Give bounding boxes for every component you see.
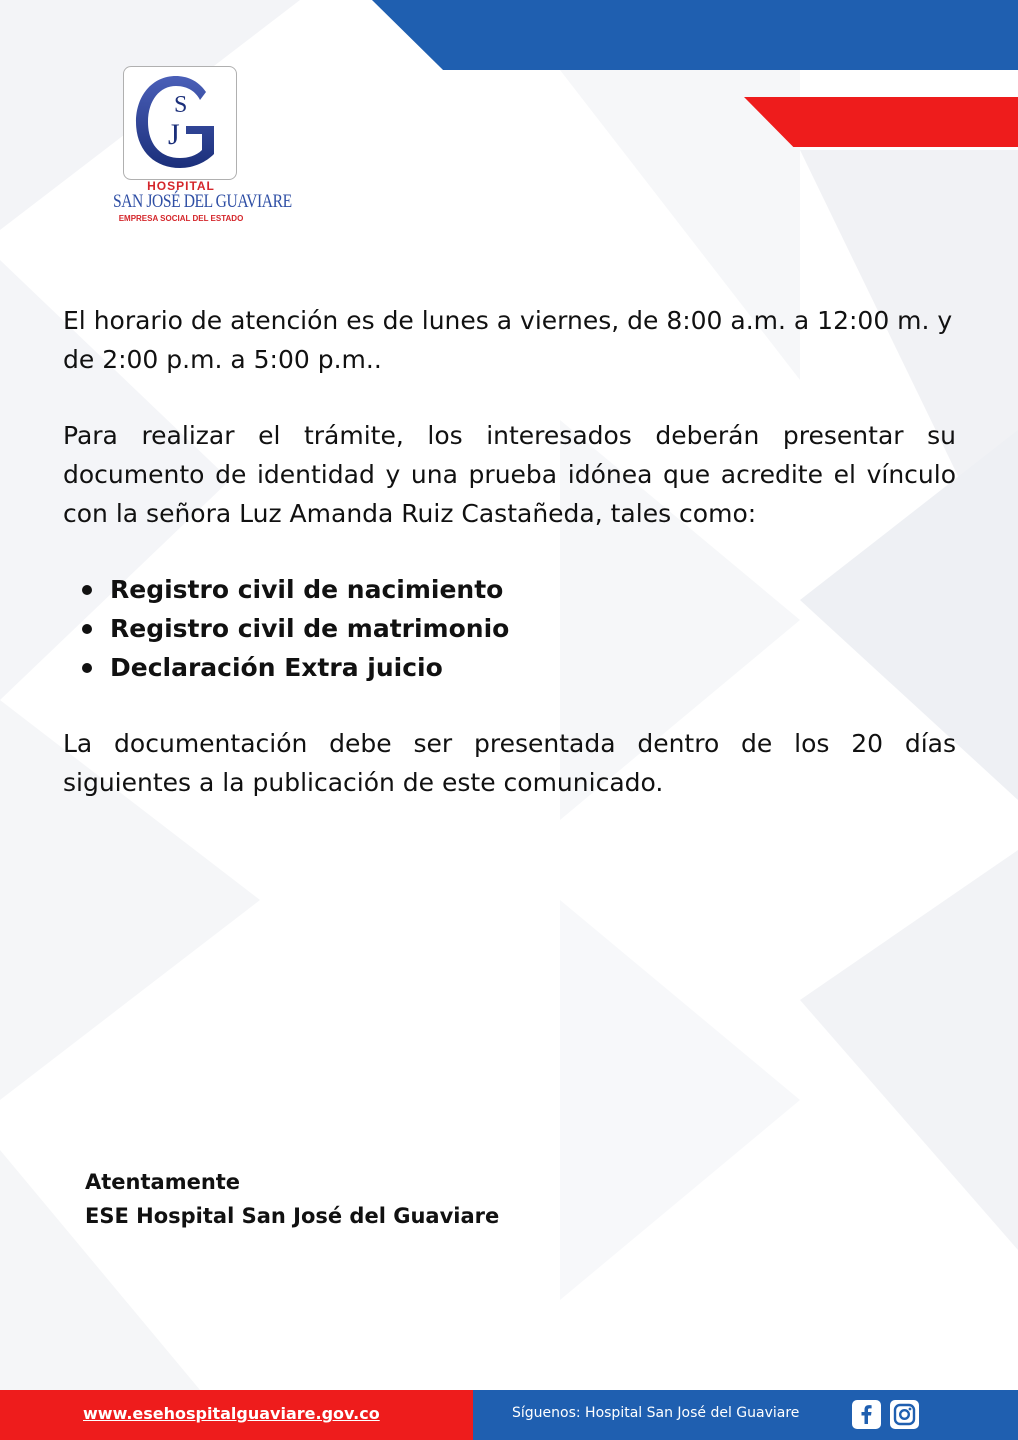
logo-monogram-j: J xyxy=(168,118,180,151)
deadline-paragraph: La documentación debe ser presentada dentro de los 20 días siguientes a la publicación de este comunicado. xyxy=(63,729,956,797)
website-link[interactable]: www.esehospitalguaviare.gov.co xyxy=(83,1404,380,1423)
logo-monogram xyxy=(128,70,232,174)
signature-closing: Atentamente xyxy=(85,1170,241,1194)
signature-entity: ESE Hospital San José del Guaviare xyxy=(85,1204,500,1228)
list-item: Declaración Extra juicio xyxy=(110,648,509,687)
facebook-icon[interactable] xyxy=(852,1400,881,1429)
follow-us-text: Síguenos: Hospital San José del Guaviare xyxy=(512,1405,800,1421)
office-hours-paragraph: El horario de atención es de lunes a viernes, de 8:00 a.m. a 12:00 m. y de 2:00 p.m. a 5:00 p.m.. xyxy=(63,306,953,374)
requirements-list xyxy=(110,570,509,687)
instagram-icon[interactable] xyxy=(890,1400,919,1429)
logo-hospital-name: SAN JOSÉ DEL GUAVIARE xyxy=(112,191,292,212)
logo-monogram-s: S xyxy=(174,92,188,118)
list-item: Registro civil de nacimiento xyxy=(110,570,509,609)
logo-subtitle: EMPRESA SOCIAL DEL ESTADO xyxy=(118,214,244,223)
signature-block xyxy=(85,1165,499,1233)
hospital-logo xyxy=(98,66,292,228)
header-blue-band xyxy=(372,0,1018,70)
list-item: Registro civil de matrimonio xyxy=(110,609,509,648)
logo-hospital-label: HOSPITAL xyxy=(147,179,215,193)
procedure-paragraph: Para realizar el trámite, los interesados deberán presentar su documento de identidad y una prueba idónea que acredite el vínculo con la señora Luz Amanda Ruiz Castañeda, tales como: xyxy=(63,421,956,528)
